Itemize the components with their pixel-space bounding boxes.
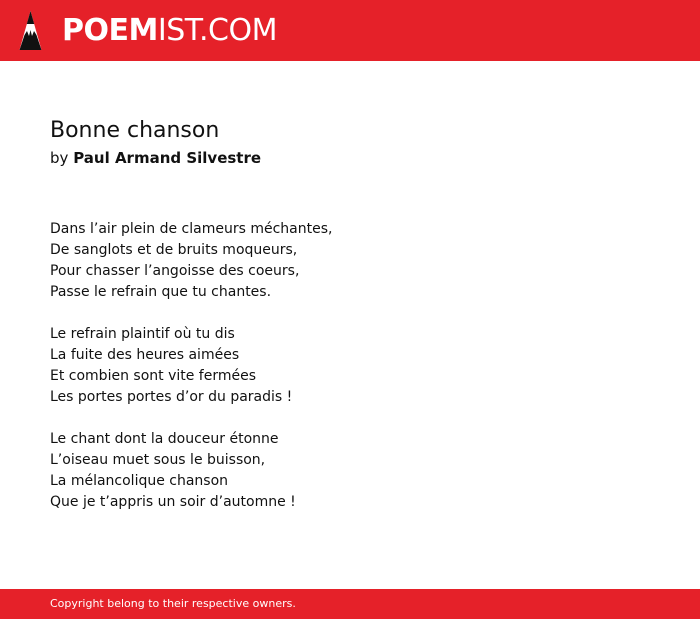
site-footer xyxy=(0,589,700,619)
poem-line: L’oiseau muet sous le buisson, xyxy=(50,452,266,468)
site-header xyxy=(0,0,700,61)
byline xyxy=(50,147,650,169)
stanza xyxy=(50,429,650,513)
poem-title: Bonne chanson xyxy=(50,118,220,143)
poem-line: Le refrain plaintif où tu dis xyxy=(50,326,235,342)
logo-bold: POEM xyxy=(62,13,158,48)
logo-light: IST.COM xyxy=(157,13,277,48)
by-label: by xyxy=(50,149,69,167)
poem-line: La mélancolique chanson xyxy=(50,473,229,489)
poem-line: Dans l’air plein de clameurs méchantes, xyxy=(50,221,333,237)
poem-line: Les portes portes d’or du paradis ! xyxy=(50,389,293,405)
poem-body xyxy=(50,219,650,513)
poem-line: Passe le refrain que tu chantes. xyxy=(50,284,272,300)
stanza xyxy=(50,324,650,408)
author-name[interactable]: Paul Armand Silvestre xyxy=(73,149,262,167)
poem-line: Le chant dont la douceur étonne xyxy=(50,431,279,447)
poem-content xyxy=(50,116,650,534)
poem-line: Pour chasser l’angoisse des coeurs, xyxy=(50,263,300,279)
copyright-notice: Copyright belong to their respective owners. xyxy=(50,597,296,610)
site-logo[interactable] xyxy=(62,12,277,50)
poem-line: La fuite des heures aimées xyxy=(50,347,240,363)
stanza xyxy=(50,219,650,303)
poem-line: De sanglots et de bruits moqueurs, xyxy=(50,242,298,258)
poem-line: Et combien sont vite fermées xyxy=(50,368,257,384)
pencil-icon[interactable] xyxy=(18,10,43,51)
poem-line: Que je t’appris un soir d’automne ! xyxy=(50,494,296,510)
